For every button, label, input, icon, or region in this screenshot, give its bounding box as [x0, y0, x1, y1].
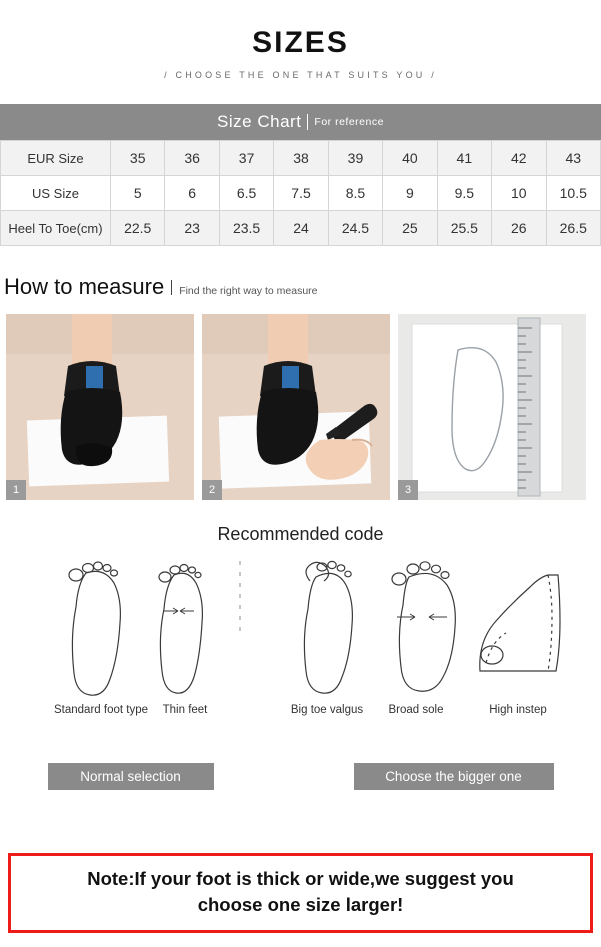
cell: 43: [546, 141, 601, 176]
measure-step-photo-1: [6, 314, 194, 500]
step-badge: 2: [202, 480, 222, 500]
how-to-measure-heading: [0, 274, 601, 300]
foot-label-broad: Broad sole: [388, 704, 444, 716]
cell: 26: [492, 211, 546, 246]
page-title: SIZES: [252, 26, 349, 59]
measure-step-photo-3: [398, 314, 586, 500]
table-row: [1, 176, 601, 211]
cell: 9: [383, 176, 437, 211]
divider: [307, 114, 308, 130]
step-badge: 3: [398, 480, 418, 500]
foot-label-standard: Standard foot type: [54, 704, 148, 716]
cell: 39: [328, 141, 382, 176]
tracing-foot-illustration: [202, 314, 390, 500]
cell: 22.5: [111, 211, 165, 246]
table-row: [1, 211, 601, 246]
bigger-one-pill: Choose the bigger one: [354, 763, 554, 790]
cell: 38: [274, 141, 328, 176]
cell: 23.5: [219, 211, 273, 246]
note-line-2: choose one size larger!: [197, 894, 404, 915]
foot-label-instep: High instep: [489, 704, 547, 716]
row-label: Heel To Toe(cm): [1, 211, 111, 246]
cell: 25.5: [437, 211, 491, 246]
cell: 10.5: [546, 176, 601, 211]
size-chart-table: [0, 140, 601, 246]
cell: 37: [219, 141, 273, 176]
note-line-1: Note:If your foot is thick or wide,we suggest you: [87, 868, 514, 889]
row-label: EUR Size: [1, 141, 111, 176]
step-badge: 1: [6, 480, 26, 500]
size-chart-subtitle: For reference: [314, 116, 384, 128]
measure-step-photo-2: [202, 314, 390, 500]
row-label: US Size: [1, 176, 111, 211]
table-row: [1, 141, 601, 176]
size-chart-title: Size Chart: [217, 112, 302, 131]
cell: 24: [274, 211, 328, 246]
cell: 8.5: [328, 176, 382, 211]
cell: 6: [165, 176, 219, 211]
ruler-measure-illustration: [398, 314, 586, 500]
size-chart-section: [0, 104, 601, 246]
cell: 26.5: [546, 211, 601, 246]
cell: 40: [383, 141, 437, 176]
cell: 10: [492, 176, 546, 211]
cell: 24.5: [328, 211, 382, 246]
foot-on-paper-illustration: [6, 314, 194, 500]
cell: 6.5: [219, 176, 273, 211]
cell: 41: [437, 141, 491, 176]
cell: 5: [111, 176, 165, 211]
recommended-code-title: Recommended code: [217, 524, 384, 544]
cell: 7.5: [274, 176, 328, 211]
foot-label-thin: Thin feet: [162, 704, 208, 716]
divider: [171, 280, 172, 295]
cell: 36: [165, 141, 219, 176]
size-chart-header: [0, 104, 601, 140]
cell: 23: [165, 211, 219, 246]
normal-selection-pill: Normal selection: [48, 763, 214, 790]
cell: 25: [383, 211, 437, 246]
cell: 42: [492, 141, 546, 176]
cell: 35: [111, 141, 165, 176]
measure-steps: [0, 314, 601, 500]
how-to-measure-title: How to measure: [4, 274, 165, 299]
recommendation-pills: [0, 763, 601, 790]
page-subtitle: / CHOOSE THE ONE THAT SUITS YOU /: [164, 70, 437, 80]
foot-label-valgus: Big toe valgus: [290, 704, 364, 716]
foot-types-illustrations: [0, 551, 601, 761]
note-box: [8, 853, 593, 933]
foot-shapes-svg: [0, 551, 601, 711]
cell: 9.5: [437, 176, 491, 211]
how-to-measure-subtitle: Find the right way to measure: [179, 285, 318, 297]
